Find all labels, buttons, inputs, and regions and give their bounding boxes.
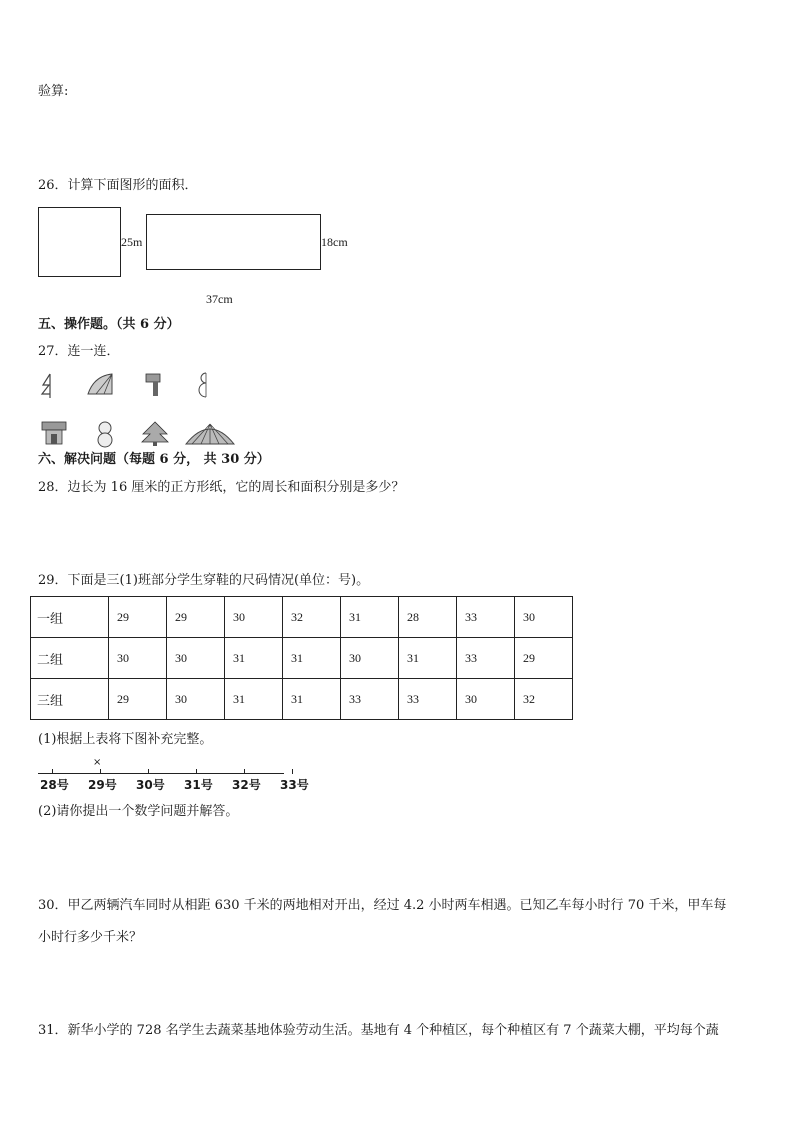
table-cell: 31 bbox=[225, 638, 283, 679]
table-cell: 30 bbox=[225, 597, 283, 638]
table-cell: 33 bbox=[399, 679, 457, 720]
question-29-sub2: (2)请你提出一个数学问题并解答。 bbox=[38, 804, 239, 819]
number-line-label: 30号 bbox=[136, 778, 165, 792]
table-cell: 29 bbox=[515, 638, 573, 679]
half-umbrella-icon bbox=[86, 372, 114, 396]
number-line-tick bbox=[100, 769, 101, 774]
section-6-heading: 六、解决问题（每题 6 分， 共 30 分） bbox=[38, 452, 270, 467]
section-5-heading: 五、操作题。（共 6 分） bbox=[38, 317, 180, 332]
rectangle-height-label: 18cm bbox=[321, 235, 348, 249]
table-cell: 31 bbox=[341, 597, 399, 638]
table-cell: 31 bbox=[283, 638, 341, 679]
half-tree-icon bbox=[40, 372, 60, 400]
umbrella-icon bbox=[184, 422, 236, 446]
rectangle-figure bbox=[146, 214, 321, 270]
table-cell: 30 bbox=[167, 679, 225, 720]
table-cell: 32 bbox=[283, 597, 341, 638]
row-label: 二组 bbox=[31, 638, 109, 679]
table-cell: 30 bbox=[515, 597, 573, 638]
row-label: 三组 bbox=[31, 679, 109, 720]
number-line-label: 31号 bbox=[184, 778, 213, 792]
square-side-label: 25m bbox=[121, 235, 143, 249]
table-cell: 29 bbox=[109, 597, 167, 638]
number-line-tick bbox=[148, 769, 149, 774]
question-29-sub1: (1)根据上表将下图补充完整。 bbox=[38, 732, 213, 747]
half-house-icon bbox=[144, 372, 162, 398]
table-row bbox=[31, 679, 573, 720]
table-row bbox=[31, 638, 573, 679]
half-snowman-icon bbox=[196, 370, 210, 400]
table-cell: 28 bbox=[399, 597, 457, 638]
shoe-size-table bbox=[30, 596, 573, 720]
number-line-label: 29号 bbox=[88, 778, 117, 792]
number-line-axis bbox=[38, 773, 284, 774]
table-cell: 31 bbox=[283, 679, 341, 720]
number-line-label: 32号 bbox=[232, 778, 261, 792]
table-cell: 29 bbox=[109, 679, 167, 720]
table-cell: 30 bbox=[167, 638, 225, 679]
square-figure bbox=[38, 207, 121, 277]
tree-icon bbox=[140, 420, 170, 446]
number-line-tick bbox=[196, 769, 197, 774]
row-label: 一组 bbox=[31, 597, 109, 638]
house-icon bbox=[40, 420, 68, 446]
rectangle-width-label: 37cm bbox=[206, 292, 233, 306]
number-line-label: 28号 bbox=[40, 778, 69, 792]
question-31-line1: 31．新华小学的 728 名学生去蔬菜基地体验劳动生活。基地有 4 个种植区，每个种植区有 7 个蔬菜大棚，平均每个蔬 bbox=[38, 1023, 719, 1038]
table-cell: 33 bbox=[457, 638, 515, 679]
number-line-tick bbox=[292, 769, 293, 774]
number-line-label: 33号 bbox=[280, 778, 309, 792]
table-row bbox=[31, 597, 573, 638]
table-cell: 29 bbox=[167, 597, 225, 638]
question-30-line2: 小时行多少千米？ bbox=[38, 930, 143, 945]
question-30-line1: 30．甲乙两辆汽车同时从相距 630 千米的两地相对开出，经过 4.2 小时两车相遇。已知乙车每小时行 70 千米，甲车每 bbox=[38, 898, 727, 913]
table-cell: 31 bbox=[225, 679, 283, 720]
table-cell: 33 bbox=[341, 679, 399, 720]
table-cell: 33 bbox=[457, 597, 515, 638]
number-line-tick bbox=[52, 769, 53, 774]
question-26-text: 26．计算下面图形的面积． bbox=[38, 178, 198, 193]
table-cell: 30 bbox=[341, 638, 399, 679]
number-line-mark: × bbox=[93, 757, 102, 768]
question-29-text: 29．下面是三(1)班部分学生穿鞋的尺码情况(单位：号)。 bbox=[38, 573, 370, 588]
table-cell: 30 bbox=[109, 638, 167, 679]
snowman-icon bbox=[94, 420, 116, 448]
question-27-text: 27．连一连． bbox=[38, 344, 120, 359]
verify-label: 验算: bbox=[38, 84, 69, 99]
table-cell: 31 bbox=[399, 638, 457, 679]
question-28-text: 28．边长为 16 厘米的正方形纸，它的周长和面积分别是多少？ bbox=[38, 480, 405, 495]
table-cell: 32 bbox=[515, 679, 573, 720]
number-line-tick bbox=[244, 769, 245, 774]
table-cell: 30 bbox=[457, 679, 515, 720]
